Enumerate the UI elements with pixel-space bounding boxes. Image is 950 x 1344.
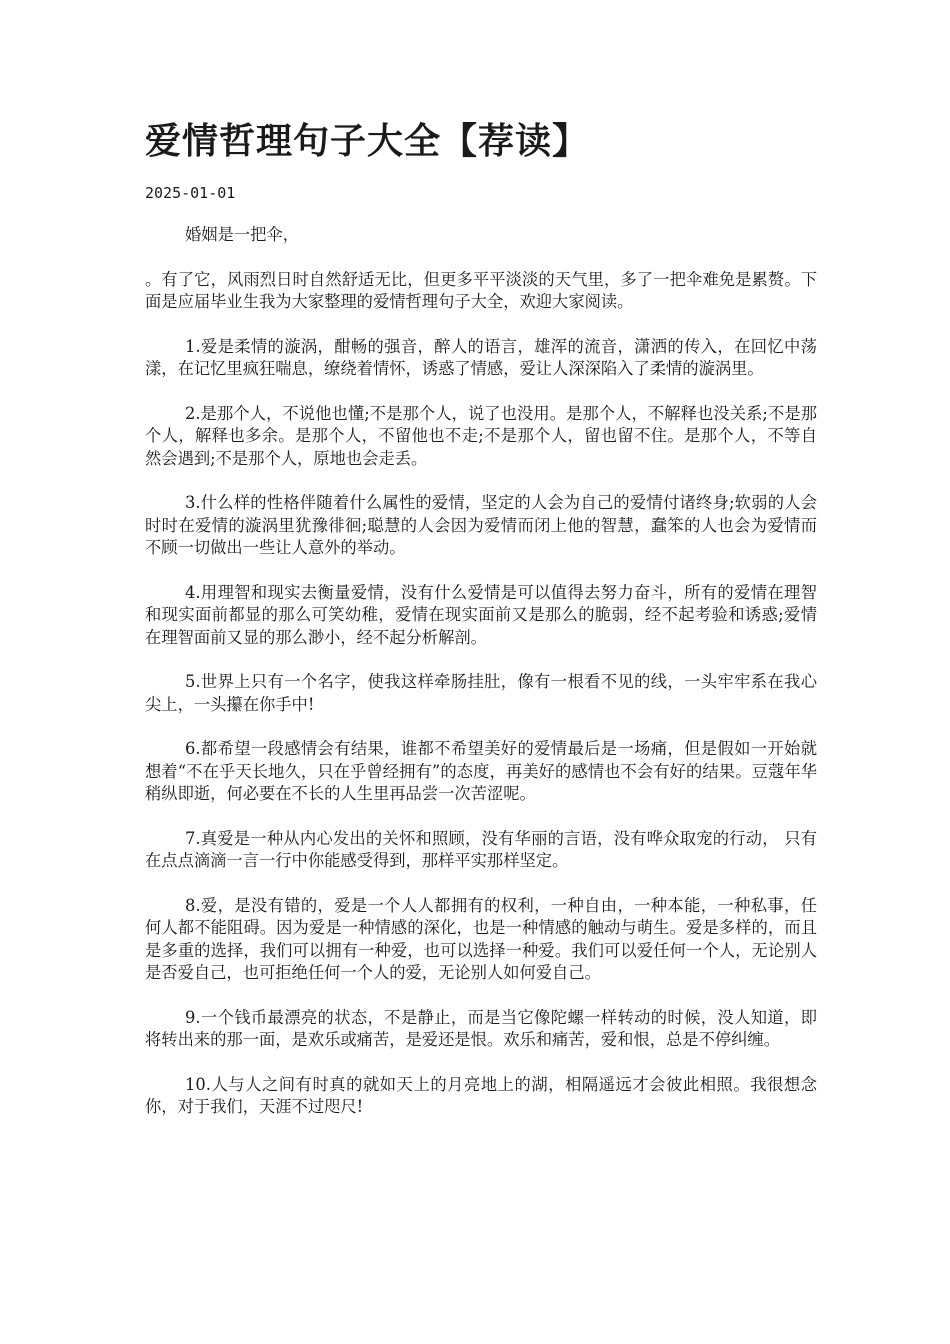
article-date: 2025-01-01: [145, 184, 236, 202]
list-item: 8.爱，是没有错的，爱是一个人人都拥有的权利，一种自由，一种本能，一种私事，任何人都不能阻碍。因为爱是一种情感的深化，也是一种情感的触动与萌生。爱是多样的，而且是多重的选择，我们可以拥有一种爱，也可以选择一种爱。我们可以爱任何一个人，无论别人是否爱自己，也可拒绝任何一个人的爱，无论别人如何爱自己。: [145, 895, 817, 982]
list-item: 3.什么样的性格伴随着什么属性的爱情，坚定的人会为自己的爱情付诸终身;软弱的人会时时在爱情的漩涡里犹豫徘徊;聪慧的人会因为爱情而闭上他的智慧，蠢笨的人也会为爱情而不顾一切做出一些让人意外的举动。: [145, 493, 817, 557]
article-title: 爱情哲理句子大全【荐读】: [145, 120, 590, 162]
list-item: 7.真爱是一种从内心发出的关怀和照顾，没有华丽的言语，没有哗众取宠的行动， 只有在点点滴滴一言一行中你能感受得到，那样平实那样坚定。: [145, 828, 817, 870]
list-item: 5.世界上只有一个名字，使我这样牵肠挂肚，像有一根看不见的线，一头牢牢系在我心尖上，一头攥在你手中!: [145, 672, 817, 714]
list-item: 4.用理智和现实去衡量爱情，没有什么爱情是可以值得去努力奋斗，所有的爱情在理智和现实面前都显的那么可笑幼稚，爱情在现实面前又是那么的脆弱，经不起考验和诱惑;爱情在理智面前又显的那么渺小，经不起分析解剖。: [145, 582, 817, 647]
list-item: 10.人与人之间有时真的就如天上的月亮地上的湖，相隔遥远才会彼此相照。我很想念你，对于我们，天涯不过咫尺!: [145, 1074, 817, 1116]
article: [145, 110, 817, 1119]
list-item: 2.是那个人，不说他也懂;不是那个人，说了也没用。是那个人，不解释也没关系;不是那个人，解释也多余。是那个人，不留他也不走;不是那个人，留也留不住。是那个人，不等自然会遇到;不是那个人，原地也会走丢。: [145, 403, 817, 468]
list-item: 6.都希望一段感情会有结果，谁都不希望美好的爱情最后是一场痛，但是假如一开始就想着“不在乎天长地久，只在乎曾经拥有”的态度，再美好的感情也不会有好的结果。豆蔻年华稍纵即逝，何必要在不长的人生里再品尝一次苦涩呢。: [145, 739, 817, 803]
list-item: 1.爱是柔情的漩涡，酣畅的强音，醉人的语言，雄浑的流音，潇洒的传入，在回忆中荡漾，在记忆里疯狂喘息，缭绕着情怀，诱惑了情感，爱让人深深陷入了柔情的漩涡里。: [145, 336, 817, 378]
intro-paragraph: 。有了它，风雨烈日时自然舒适无比，但更多平平淡淡的天气里，多了一把伞难免是累赘。下面是应届毕业生我为大家整理的爱情哲理句子大全，欢迎大家阅读。: [145, 269, 817, 311]
intro-line: 婚姻是一把伞，: [185, 225, 299, 244]
list-item: 9.一个钱币最漂亮的状态，不是静止，而是当它像陀螺一样转动的时候，没人知道，即将转出来的那一面，是欢乐或痛苦，是爱还是恨。欢乐和痛苦，爱和恨，总是不停纠缠。: [145, 1007, 817, 1049]
